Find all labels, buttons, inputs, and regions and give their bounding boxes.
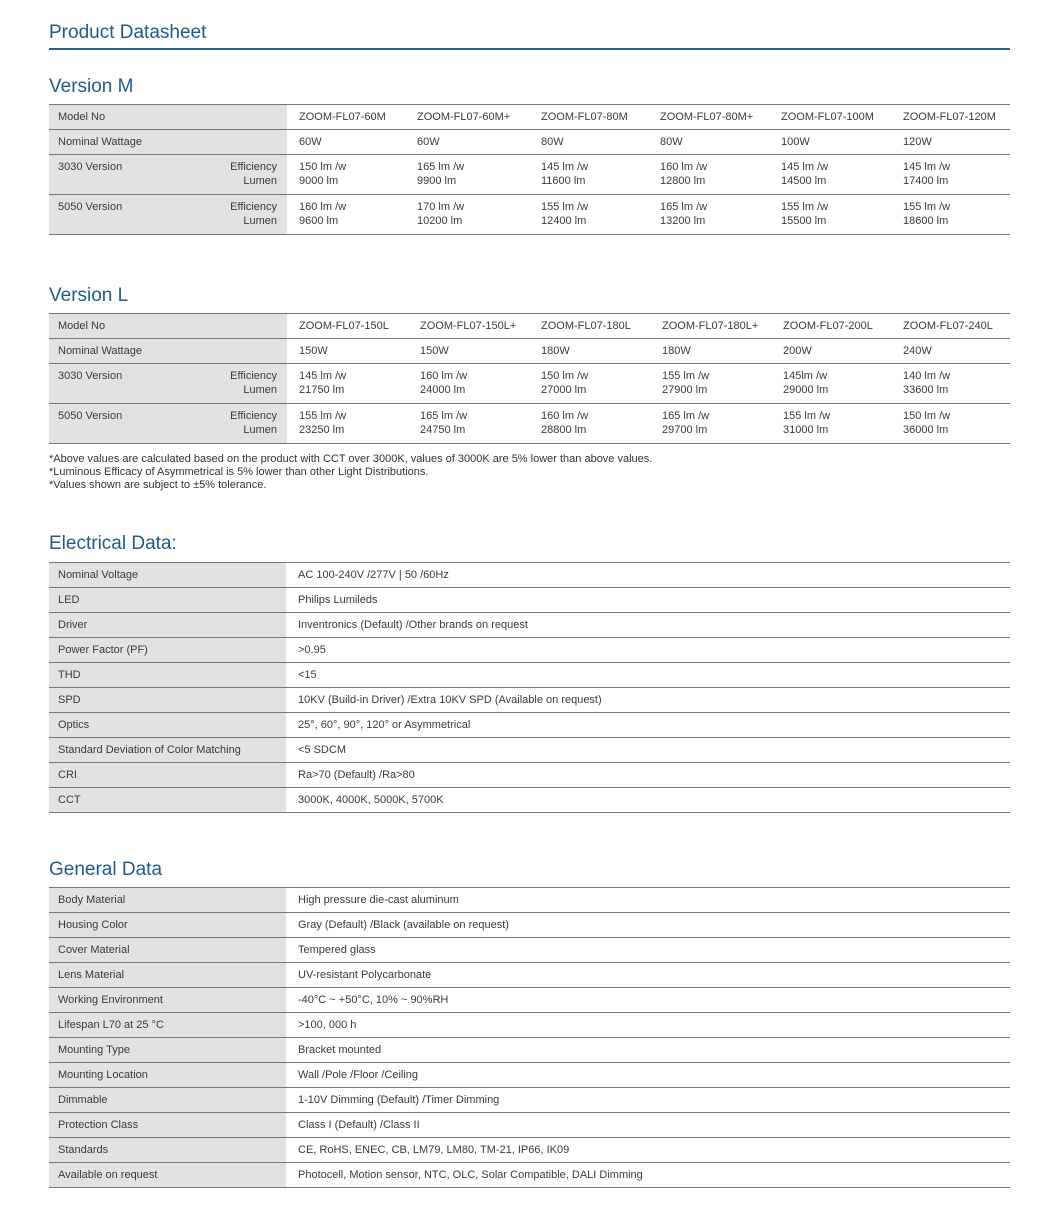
- electrical-title: Electrical Data:: [49, 533, 177, 554]
- wattage-label: Nominal Wattage: [49, 130, 287, 155]
- v5050-label: 5050 Version: [58, 410, 123, 422]
- lumen-cell: 12800 lm: [660, 175, 706, 187]
- efficiency-cell: 150 lm /w: [903, 410, 951, 422]
- spec-row: [49, 1113, 1010, 1138]
- efficiency-cell: 160 lm /w: [299, 201, 347, 213]
- model-cell: ZOOM-FL07-80M+: [648, 105, 769, 130]
- efficiency-cell: 145 lm /w: [781, 161, 829, 173]
- lumen-cell: 11600 lm: [541, 175, 586, 187]
- v3030-row: [49, 364, 1010, 404]
- spec-label: Protection Class: [49, 1113, 286, 1138]
- model-cell: ZOOM-FL07-80M: [529, 105, 648, 130]
- spec-label: Driver: [49, 613, 286, 638]
- wattage-cell: 180W: [529, 339, 650, 364]
- wattage-cell: 150W: [408, 339, 529, 364]
- spec-label: Mounting Type: [49, 1038, 286, 1063]
- spec-value: >0.95: [286, 638, 1010, 663]
- efficiency-cell: 150 lm /w: [299, 161, 347, 173]
- v5050-row: [49, 195, 1010, 235]
- spec-row: [49, 638, 1010, 663]
- efficiency-cell: 155 lm /w: [783, 410, 831, 422]
- spec-row: [49, 713, 1010, 738]
- spec-value: >100, 000 h: [286, 1013, 1010, 1038]
- spec-label: Power Factor (PF): [49, 638, 286, 663]
- spec-value: 25°, 60°, 90°, 120° or Asymmetrical: [286, 713, 1010, 738]
- efficiency-cell: 155 lm /w: [299, 410, 347, 422]
- spec-row: [49, 938, 1010, 963]
- efficiency-cell: 165 lm /w: [420, 410, 468, 422]
- wattage-cell: 60W: [287, 130, 405, 155]
- lumen-cell: 27900 lm: [662, 384, 708, 396]
- wattage-cell: 100W: [769, 130, 891, 155]
- spec-value: Inventronics (Default) /Other brands on request: [286, 613, 1010, 638]
- spec-row: [49, 763, 1010, 788]
- spec-label: Nominal Voltage: [49, 563, 286, 588]
- spec-label: Standard Deviation of Color Matching: [49, 738, 286, 763]
- spec-label: Cover Material: [49, 938, 286, 963]
- lumen-cell: 9000 lm: [299, 175, 339, 187]
- wattage-cell: 240W: [891, 339, 1010, 364]
- wattage-cell: 150W: [287, 339, 408, 364]
- spec-value: <5 SDCM: [286, 738, 1010, 763]
- lumen-cell: 27000 lm: [541, 384, 587, 396]
- lumen-cell: 21750 lm: [299, 384, 345, 396]
- lumen-cell: 14500 lm: [781, 175, 827, 187]
- efficiency-cell: 155 lm /w: [781, 201, 829, 213]
- spec-row: [49, 1013, 1010, 1038]
- wattage-cell: 80W: [529, 130, 648, 155]
- spec-row: [49, 663, 1010, 688]
- efficiency-cell: 145 lm /w: [541, 161, 589, 173]
- footnote: *Luminous Efficacy of Asymmetrical is 5% lower than other Light Distributions.: [49, 466, 429, 478]
- spec-value: Class I (Default) /Class II: [286, 1113, 1010, 1138]
- spec-row: [49, 988, 1010, 1013]
- spec-row: [49, 788, 1010, 813]
- wattage-cell: 60W: [405, 130, 529, 155]
- spec-row: [49, 1138, 1010, 1163]
- spec-label: CCT: [49, 788, 286, 813]
- lumen-cell: 36000 lm: [903, 424, 949, 436]
- spec-value: Tempered glass: [286, 938, 1010, 963]
- page-title: Product Datasheet: [49, 22, 207, 43]
- efficiency-cell: 145 lm /w: [299, 370, 347, 382]
- spec-label: Lifespan L70 at 25 °C: [49, 1013, 286, 1038]
- wattage-cell: 180W: [650, 339, 771, 364]
- lumen-label: Lumen: [243, 384, 277, 396]
- spec-label: Standards: [49, 1138, 286, 1163]
- lumen-cell: 15500 lm: [781, 215, 827, 227]
- model-cell: ZOOM-FL07-150L: [287, 314, 408, 339]
- model-cell: ZOOM-FL07-180L: [529, 314, 650, 339]
- efficiency-cell: 160 lm /w: [541, 410, 589, 422]
- efficiency-cell: 160 lm /w: [420, 370, 468, 382]
- spec-row: [49, 1088, 1010, 1113]
- spec-row: [49, 913, 1010, 938]
- efficiency-cell: 140 lm /w: [903, 370, 951, 382]
- lumen-label: Lumen: [243, 424, 277, 436]
- model-cell: ZOOM-FL07-100M: [769, 105, 891, 130]
- version-m-title: Version M: [49, 76, 134, 97]
- v3030-row: [49, 155, 1010, 195]
- efficiency-cell: 145lm /w: [783, 370, 828, 382]
- model-cell: ZOOM-FL07-120M: [891, 105, 1010, 130]
- spec-row: [49, 1038, 1010, 1063]
- spec-label: Housing Color: [49, 913, 286, 938]
- v3030-label: 3030 Version: [58, 370, 123, 382]
- v5050-label: 5050 Version: [58, 201, 123, 213]
- model-cell: ZOOM-FL07-200L: [771, 314, 891, 339]
- model-row: [49, 314, 1010, 339]
- spec-label: Available on request: [49, 1163, 286, 1188]
- efficiency-cell: 170 lm /w: [417, 201, 465, 213]
- spec-label: CRI: [49, 763, 286, 788]
- spec-row: [49, 613, 1010, 638]
- spec-label: Body Material: [49, 888, 286, 913]
- spec-label: THD: [49, 663, 286, 688]
- efficiency-cell: 155 lm /w: [541, 201, 589, 213]
- lumen-cell: 9600 lm: [299, 215, 339, 227]
- version-m-table: [49, 104, 1010, 235]
- spec-value: UV-resistant Polycarbonate: [286, 963, 1010, 988]
- lumen-cell: 9900 lm: [417, 175, 457, 187]
- spec-row: [49, 688, 1010, 713]
- spec-label: LED: [49, 588, 286, 613]
- spec-value: High pressure die-cast aluminum: [286, 888, 1010, 913]
- lumen-cell: 18600 lm: [903, 215, 949, 227]
- spec-label: Dimmable: [49, 1088, 286, 1113]
- efficiency-cell: 150 lm /w: [541, 370, 589, 382]
- spec-value: Bracket mounted: [286, 1038, 1010, 1063]
- spec-value: CE, RoHS, ENEC, CB, LM79, LM80, TM-21, IP66, IK09: [286, 1138, 1010, 1163]
- spec-row: [49, 888, 1010, 913]
- efficiency-label: Efficiency: [230, 410, 277, 422]
- wattage-row: [49, 130, 1010, 155]
- efficiency-cell: 145 lm /w: [903, 161, 951, 173]
- spec-value: AC 100-240V /277V | 50 /60Hz: [286, 563, 1010, 588]
- version-l-title: Version L: [49, 285, 129, 306]
- lumen-cell: 13200 lm: [660, 215, 706, 227]
- spec-row: [49, 1163, 1010, 1188]
- spec-value: 10KV (Build-in Driver) /Extra 10KV SPD (Available on request): [286, 688, 1010, 713]
- spec-value: -40°C ~ +50°C, 10% ~ 90%RH: [286, 988, 1010, 1013]
- spec-row: [49, 963, 1010, 988]
- model-cell: ZOOM-FL07-180L+: [650, 314, 771, 339]
- model-cell: ZOOM-FL07-60M+: [405, 105, 529, 130]
- model-cell: ZOOM-FL07-60M: [287, 105, 405, 130]
- model-row: [49, 105, 1010, 130]
- lumen-cell: 31000 lm: [783, 424, 829, 436]
- footnote: *Values shown are subject to ±5% tolerance.: [49, 479, 267, 491]
- wattage-cell: 80W: [648, 130, 769, 155]
- efficiency-cell: 155 lm /w: [903, 201, 951, 213]
- spec-value: Philips Lumileds: [286, 588, 1010, 613]
- wattage-cell: 120W: [891, 130, 1010, 155]
- v5050-row: [49, 404, 1010, 444]
- lumen-cell: 29000 lm: [783, 384, 829, 396]
- efficiency-cell: 165 lm /w: [662, 410, 710, 422]
- lumen-label: Lumen: [243, 215, 277, 227]
- spec-label: Mounting Location: [49, 1063, 286, 1088]
- efficiency-cell: 155 lm /w: [662, 370, 710, 382]
- model-cell: ZOOM-FL07-240L: [891, 314, 1010, 339]
- wattage-cell: 200W: [771, 339, 891, 364]
- efficiency-cell: 165 lm /w: [417, 161, 465, 173]
- wattage-row: [49, 339, 1010, 364]
- lumen-cell: 24750 lm: [420, 424, 466, 436]
- footnotes: [49, 453, 652, 492]
- lumen-cell: 23250 lm: [299, 424, 345, 436]
- spec-value: Gray (Default) /Black (available on request): [286, 913, 1010, 938]
- model-label: Model No: [49, 314, 287, 339]
- lumen-cell: 10200 lm: [417, 215, 463, 227]
- model-label: Model No: [49, 105, 287, 130]
- v3030-label: 3030 Version: [58, 161, 123, 173]
- footnote: *Above values are calculated based on the product with CCT over 3000K, values of 3000K are 5% lower than above values.: [49, 453, 653, 465]
- wattage-label: Nominal Wattage: [49, 339, 287, 364]
- general-table: [49, 887, 1010, 1188]
- version-l-table: [49, 313, 1010, 444]
- spec-value: Ra>70 (Default) /Ra>80: [286, 763, 1010, 788]
- electrical-table: [49, 562, 1010, 813]
- lumen-cell: 28800 lm: [541, 424, 587, 436]
- lumen-cell: 29700 lm: [662, 424, 708, 436]
- spec-row: [49, 588, 1010, 613]
- spec-label: Working Environment: [49, 988, 286, 1013]
- spec-value: Photocell, Motion sensor, NTC, OLC, Solar Compatible, DALI Dimming: [286, 1163, 1010, 1188]
- spec-row: [49, 738, 1010, 763]
- spec-value: Wall /Pole /Floor /Ceiling: [286, 1063, 1010, 1088]
- lumen-cell: 24000 lm: [420, 384, 466, 396]
- lumen-cell: 17400 lm: [903, 175, 949, 187]
- spec-label: SPD: [49, 688, 286, 713]
- efficiency-label: Efficiency: [230, 201, 277, 213]
- model-cell: ZOOM-FL07-150L+: [408, 314, 529, 339]
- lumen-label: Lumen: [243, 175, 277, 187]
- efficiency-cell: 160 lm /w: [660, 161, 708, 173]
- spec-value: <15: [286, 663, 1010, 688]
- spec-row: [49, 563, 1010, 588]
- lumen-cell: 33600 lm: [903, 384, 949, 396]
- efficiency-cell: 165 lm /w: [660, 201, 708, 213]
- title-rule: [49, 48, 1010, 50]
- spec-row: [49, 1063, 1010, 1088]
- efficiency-label: Efficiency: [230, 370, 277, 382]
- spec-label: Optics: [49, 713, 286, 738]
- efficiency-label: Efficiency: [230, 161, 277, 173]
- general-title: General Data: [49, 859, 163, 880]
- spec-value: 1-10V Dimming (Default) /Timer Dimming: [286, 1088, 1010, 1113]
- lumen-cell: 12400 lm: [541, 215, 587, 227]
- spec-label: Lens Material: [49, 963, 286, 988]
- spec-value: 3000K, 4000K, 5000K, 5700K: [286, 788, 1010, 813]
